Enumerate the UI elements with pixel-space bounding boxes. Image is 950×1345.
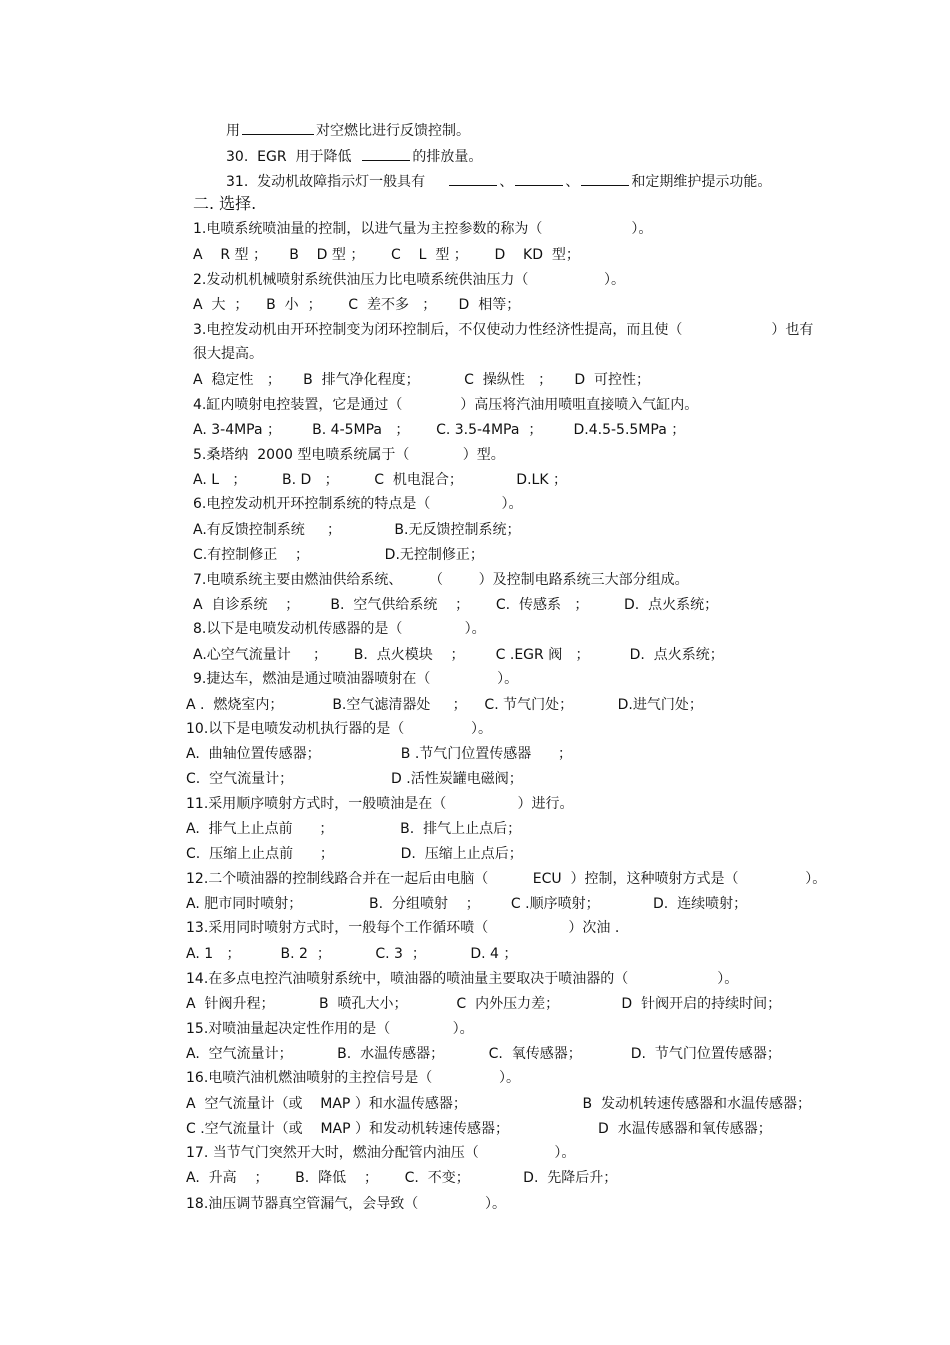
q14-stem: 14.在多点电控汽油喷射系统中，喷油器的喷油量主要取决于喷油器的（ ）。	[186, 971, 739, 987]
q3-stem: 3.电控发动机由开环控制变为闭环控制后，不仅使动力性经济性提高，而且使（ ）也有	[193, 322, 814, 338]
q8-options: A.心空气流量计 ； B. 点火模块 ； C .EGR 阀 ； D. 点火系统；	[193, 647, 724, 663]
q11-options-ab: A. 排气上止点前 ； B. 排气上止点后；	[186, 821, 522, 837]
q5-options: A. L ； B. D ； C 机电混合； D.LK ；	[193, 472, 567, 488]
q31-separator: 、	[565, 174, 580, 190]
q10-options-cd: C. 空气流量计； D .活性炭罐电磁阀；	[186, 771, 523, 787]
question-30	[226, 146, 482, 166]
fill-blank	[581, 171, 629, 186]
q17-stem: 17. 当节气门突然开大时，燃油分配管内油压（ ）。	[186, 1145, 576, 1161]
q30-prefix: 30. EGR 用于降低	[226, 149, 361, 165]
q6-stem: 6.电控发动机开环控制系统的特点是（ ）。	[193, 496, 523, 512]
q6-options-ab: A.有反馈控制系统 ； B.无反馈控制系统；	[193, 522, 521, 538]
question-31	[226, 171, 771, 191]
q31-suffix: 和定期维护提示功能。	[631, 174, 772, 190]
fill-blank	[362, 146, 410, 161]
q2-stem: 2.发动机机械喷射系统供油压力比电喷系统供油压力（ ）。	[193, 272, 626, 288]
q9-options: A . 燃烧室内； B.空气滤清器处 ； C. 节气门处； D.进气门处；	[186, 697, 703, 713]
q17-options: A. 升高 ； B. 降低 ； C. 不变； D. 先降后升；	[186, 1170, 618, 1186]
section-title: 二. 选择.	[193, 194, 257, 213]
q10-options-ab: A. 曲轴位置传感器； B .节气门位置传感器 ；	[186, 746, 572, 762]
q12-stem: 12.二个喷油器的控制线路合并在一起后由电脑（ ECU ）控制，这种喷射方式是（ ）。	[186, 871, 827, 887]
q2-options: A 大 ； B 小 ； C 差不多 ； D 相等；	[193, 297, 521, 313]
q4-stem: 4.缸内喷射电控装置，它是通过（ ）高压将汽油用喷咀直接喷入气缸内。	[193, 397, 699, 413]
question-29-continuation	[226, 120, 470, 140]
q10-stem: 10.以下是电喷发动机执行器的是（ ）。	[186, 721, 493, 737]
q31-separator: 、	[499, 174, 514, 190]
q1-stem: 1.电喷系统喷油量的控制，以进气量为主控参数的称为（ ）。	[193, 221, 653, 237]
q6-options-cd: C.有控制修正 ； D.无控制修正；	[193, 547, 484, 563]
q5-stem: 5.桑塔纳 2000 型电喷系统属于（ ）型。	[193, 447, 505, 463]
q18-stem: 18.油压调节器真空管漏气，会导致（ ）。	[186, 1196, 507, 1212]
q1-options: A R 型 ； B D 型 ； C L 型 ； D KD 型；	[193, 247, 580, 263]
q9-stem: 9.捷达车，燃油是通过喷油器喷射在（ ）。	[193, 671, 519, 687]
q12-options: A. 肥市同时喷射； B. 分组喷射 ； C .顺序喷射； D. 连续喷射；	[186, 896, 748, 912]
q7-stem: 7.电喷系统主要由燃油供给系统、 （ ）及控制电路系统三大部分组成。	[193, 572, 689, 588]
q15-options: A. 空气流量计； B. 水温传感器； C. 氧传感器； D. 节气门位置传感器；	[186, 1046, 781, 1062]
q11-stem: 11.采用顺序喷射方式时，一般喷油是在（ ）进行。	[186, 796, 574, 812]
q7-options: A 自诊系统 ； B. 空气供给系统 ； C. 传感系 ； D. 点火系统；	[193, 597, 719, 613]
q16-options-cd: C .空气流量计（或 MAP ）和发动机转速传感器； D 水温传感器和氧传感器；	[186, 1121, 772, 1137]
q30-suffix: 的排放量。	[412, 149, 483, 165]
q31-prefix: 31. 发动机故障指示灯一般具有	[226, 174, 448, 190]
fill-blank	[515, 171, 563, 186]
q3-options: A 稳定性 ； B 排气净化程度； C 操纵性 ； D 可控性；	[193, 372, 651, 388]
q4-options: A. 3-4MPa ； B. 4-5MPa ； C. 3.5-4MPa ； D.4.5-5.5MPa ；	[193, 422, 686, 438]
fill-blank	[242, 120, 314, 135]
q29-prefix: 用	[226, 123, 240, 139]
q29-suffix: 对空燃比进行反馈控制。	[316, 123, 470, 139]
q16-stem: 16.电喷汽油机燃油喷射的主控信号是（ ）。	[186, 1070, 521, 1086]
q14-options: A 针阀升程； B 喷孔大小； C 内外压力差； D 针阀开启的持续时间；	[186, 996, 782, 1012]
q3-stem-continued: 很大提高。	[193, 346, 263, 362]
q15-stem: 15.对喷油量起决定性作用的是（ ）。	[186, 1021, 474, 1037]
q11-options-cd: C. 压缩上止点前 ； D. 压缩上止点后；	[186, 846, 523, 862]
q16-options-ab: A 空气流量计（或 MAP ）和水温传感器； B 发动机转速传感器和水温传感器；	[186, 1096, 812, 1112]
q8-stem: 8.以下是电喷发动机传感器的是（ ）。	[193, 621, 486, 637]
fill-blank	[449, 171, 497, 186]
q13-stem: 13.采用同时喷射方式时，一般每个工作循环喷（ ）次油 .	[186, 920, 620, 936]
q13-options: A. 1 ； B. 2 ； C. 3 ； D. 4 ；	[186, 946, 518, 962]
